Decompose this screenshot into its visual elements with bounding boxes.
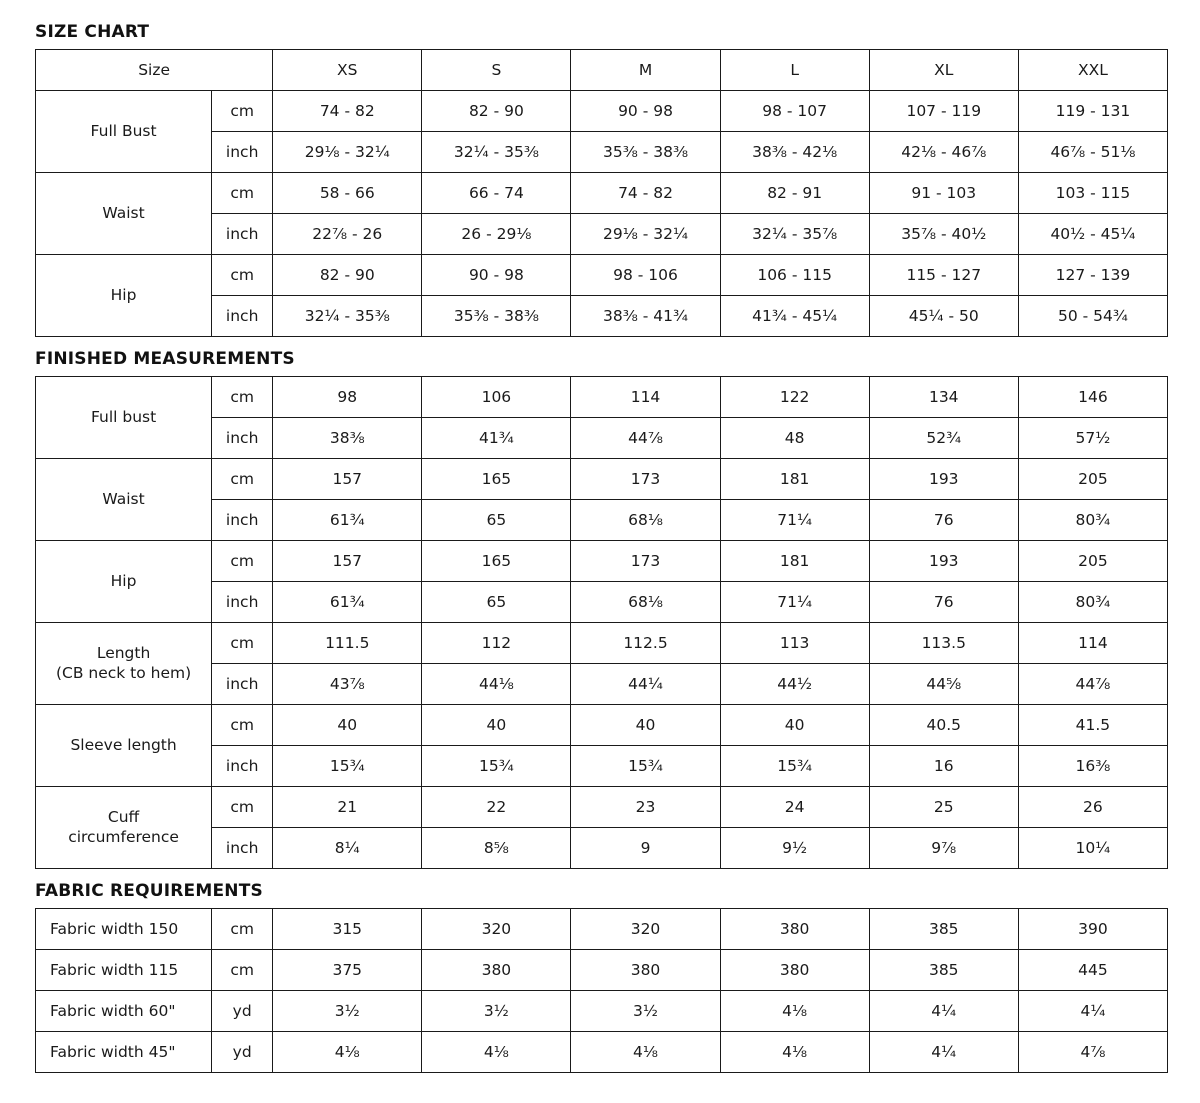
unit-inch: inch — [212, 582, 273, 623]
cell-value: 25 — [869, 787, 1018, 828]
header-xs: XS — [273, 50, 422, 91]
cell-value: 4⅛ — [720, 1032, 869, 1073]
cell-value: 15¾ — [720, 746, 869, 787]
cell-value: 32¼ - 35⅜ — [422, 132, 571, 173]
cell-value: 41¾ - 45¼ — [720, 296, 869, 337]
cell-value: 68⅛ — [571, 582, 720, 623]
cell-value: 90 - 98 — [571, 91, 720, 132]
cell-value: 40½ - 45¼ — [1018, 214, 1167, 255]
unit-cm: cm — [212, 950, 273, 991]
unit-inch: inch — [212, 296, 273, 337]
cell-value: 52¾ — [869, 418, 1018, 459]
cell-value: 4⅞ — [1018, 1032, 1167, 1073]
cell-value: 42⅛ - 46⅞ — [869, 132, 1018, 173]
unit-inch: inch — [212, 500, 273, 541]
cell-value: 61¾ — [273, 582, 422, 623]
cell-value: 91 - 103 — [869, 173, 1018, 214]
table-row — [36, 91, 1168, 132]
cell-value: 8⅝ — [422, 828, 571, 869]
row-label-length — [36, 623, 212, 705]
unit-cm: cm — [212, 623, 273, 664]
row-label-waist: Waist — [36, 173, 212, 255]
cell-value: 43⅞ — [273, 664, 422, 705]
cell-value: 173 — [571, 541, 720, 582]
cell-value: 375 — [273, 950, 422, 991]
cell-value: 41.5 — [1018, 705, 1167, 746]
unit-cm: cm — [212, 787, 273, 828]
unit-inch: inch — [212, 418, 273, 459]
cell-value: 90 - 98 — [422, 255, 571, 296]
cell-value: 58 - 66 — [273, 173, 422, 214]
table-row — [36, 377, 1168, 418]
cell-value: 3½ — [571, 991, 720, 1032]
unit-cm: cm — [212, 459, 273, 500]
cell-value: 181 — [720, 541, 869, 582]
cell-value: 98 - 107 — [720, 91, 869, 132]
table-row — [36, 459, 1168, 500]
cell-value: 65 — [422, 500, 571, 541]
cell-value: 15¾ — [571, 746, 720, 787]
cell-value: 44¼ — [571, 664, 720, 705]
cell-value: 50 - 54¾ — [1018, 296, 1167, 337]
cell-value: 106 — [422, 377, 571, 418]
cell-value: 74 - 82 — [571, 173, 720, 214]
unit-inch: inch — [212, 214, 273, 255]
cell-value: 38⅜ - 42⅛ — [720, 132, 869, 173]
cell-value: 16⅜ — [1018, 746, 1167, 787]
unit-cm: cm — [212, 255, 273, 296]
header-size: Size — [36, 50, 273, 91]
table-row — [36, 787, 1168, 828]
cell-value: 106 - 115 — [720, 255, 869, 296]
cell-value: 127 - 139 — [1018, 255, 1167, 296]
cell-value: 41¾ — [422, 418, 571, 459]
cell-value: 21 — [273, 787, 422, 828]
cell-value: 390 — [1018, 909, 1167, 950]
section-title-finished-measurements: FINISHED MEASUREMENTS — [35, 349, 295, 369]
cell-value: 146 — [1018, 377, 1167, 418]
row-label-fabric-width-60in: Fabric width 60" — [36, 991, 212, 1032]
cell-value: 35⅜ - 38⅜ — [571, 132, 720, 173]
row-label-hip: Hip — [36, 255, 212, 337]
cell-value: 44⅞ — [1018, 664, 1167, 705]
cell-value: 10¼ — [1018, 828, 1167, 869]
cell-value: 40 — [720, 705, 869, 746]
unit-yd: yd — [212, 1032, 273, 1073]
table-row — [36, 991, 1168, 1032]
cell-value: 16 — [869, 746, 1018, 787]
cell-value: 380 — [422, 950, 571, 991]
cell-value: 107 - 119 — [869, 91, 1018, 132]
row-label-fabric-width-115: Fabric width 115 — [36, 950, 212, 991]
cell-value: 15¾ — [422, 746, 571, 787]
unit-cm: cm — [212, 173, 273, 214]
table-row — [36, 255, 1168, 296]
cell-value: 4¼ — [869, 1032, 1018, 1073]
unit-inch: inch — [212, 132, 273, 173]
cell-value: 71¼ — [720, 582, 869, 623]
row-label-cuff-circumference — [36, 787, 212, 869]
section-title-fabric-requirements: FABRIC REQUIREMENTS — [35, 881, 263, 901]
cell-value: 57½ — [1018, 418, 1167, 459]
cell-value: 385 — [869, 909, 1018, 950]
header-m: M — [571, 50, 720, 91]
row-label-full-bust: Full Bust — [36, 91, 212, 173]
cell-value: 320 — [571, 909, 720, 950]
cell-value: 40 — [571, 705, 720, 746]
unit-cm: cm — [212, 909, 273, 950]
cell-value: 114 — [571, 377, 720, 418]
cell-value: 98 — [273, 377, 422, 418]
cell-value: 385 — [869, 950, 1018, 991]
cell-value: 4⅛ — [720, 991, 869, 1032]
table-row — [36, 1032, 1168, 1073]
cell-value: 157 — [273, 459, 422, 500]
cell-value: 122 — [720, 377, 869, 418]
cell-value: 45¼ - 50 — [869, 296, 1018, 337]
cell-value: 3½ — [422, 991, 571, 1032]
row-label-hip: Hip — [36, 541, 212, 623]
cell-value: 74 - 82 — [273, 91, 422, 132]
unit-cm: cm — [212, 541, 273, 582]
cell-value: 193 — [869, 541, 1018, 582]
header-l: L — [720, 50, 869, 91]
cell-value: 15¾ — [273, 746, 422, 787]
cell-value: 82 - 90 — [273, 255, 422, 296]
row-label-fabric-width-150: Fabric width 150 — [36, 909, 212, 950]
fabric-requirements-table — [35, 908, 1168, 1073]
cell-value: 119 - 131 — [1018, 91, 1167, 132]
cell-value: 48 — [720, 418, 869, 459]
cell-value: 44⅞ — [571, 418, 720, 459]
row-label-cuff-line2: circumference — [68, 827, 179, 846]
cell-value: 165 — [422, 541, 571, 582]
row-label-length-line1: Length — [96, 644, 151, 663]
row-label-waist: Waist — [36, 459, 212, 541]
cell-value: 4⅛ — [273, 1032, 422, 1073]
table-header-row — [36, 50, 1168, 91]
table-row — [36, 950, 1168, 991]
unit-inch: inch — [212, 664, 273, 705]
row-label-full-bust: Full bust — [36, 377, 212, 459]
cell-value: 9½ — [720, 828, 869, 869]
header-xxl: XXL — [1018, 50, 1167, 91]
cell-value: 8¼ — [273, 828, 422, 869]
cell-value: 445 — [1018, 950, 1167, 991]
cell-value: 157 — [273, 541, 422, 582]
cell-value: 82 - 90 — [422, 91, 571, 132]
cell-value: 112 — [422, 623, 571, 664]
table-row — [36, 623, 1168, 664]
unit-cm: cm — [212, 377, 273, 418]
cell-value: 380 — [720, 909, 869, 950]
cell-value: 205 — [1018, 459, 1167, 500]
cell-value: 315 — [273, 909, 422, 950]
cell-value: 38⅜ — [273, 418, 422, 459]
cell-value: 134 — [869, 377, 1018, 418]
cell-value: 76 — [869, 582, 1018, 623]
cell-value: 46⅞ - 51⅛ — [1018, 132, 1167, 173]
cell-value: 44½ — [720, 664, 869, 705]
cell-value: 4⅛ — [422, 1032, 571, 1073]
header-xl: XL — [869, 50, 1018, 91]
cell-value: 32¼ - 35⅞ — [720, 214, 869, 255]
cell-value: 111.5 — [273, 623, 422, 664]
cell-value: 44⅛ — [422, 664, 571, 705]
row-label-cuff-line1: Cuff — [107, 808, 140, 827]
cell-value: 4¼ — [1018, 991, 1167, 1032]
row-label-fabric-width-45in: Fabric width 45" — [36, 1032, 212, 1073]
unit-inch: inch — [212, 746, 273, 787]
cell-value: 65 — [422, 582, 571, 623]
cell-value: 35⅜ - 38⅜ — [422, 296, 571, 337]
cell-value: 165 — [422, 459, 571, 500]
unit-inch: inch — [212, 828, 273, 869]
cell-value: 4⅛ — [571, 1032, 720, 1073]
table-row — [36, 909, 1168, 950]
unit-yd: yd — [212, 991, 273, 1032]
table-row — [36, 541, 1168, 582]
cell-value: 44⅝ — [869, 664, 1018, 705]
cell-value: 29⅛ - 32¼ — [273, 132, 422, 173]
cell-value: 98 - 106 — [571, 255, 720, 296]
cell-value: 115 - 127 — [869, 255, 1018, 296]
cell-value: 380 — [720, 950, 869, 991]
cell-value: 22⅞ - 26 — [273, 214, 422, 255]
finished-measurements-table — [35, 376, 1168, 869]
cell-value: 113 — [720, 623, 869, 664]
unit-cm: cm — [212, 705, 273, 746]
cell-value: 32¼ - 35⅜ — [273, 296, 422, 337]
cell-value: 320 — [422, 909, 571, 950]
row-label-sleeve-length: Sleeve length — [36, 705, 212, 787]
table-row — [36, 705, 1168, 746]
cell-value: 173 — [571, 459, 720, 500]
cell-value: 61¾ — [273, 500, 422, 541]
row-label-length-line2: (CB neck to hem) — [55, 663, 192, 682]
cell-value: 68⅛ — [571, 500, 720, 541]
cell-value: 80¾ — [1018, 582, 1167, 623]
cell-value: 3½ — [273, 991, 422, 1032]
cell-value: 40.5 — [869, 705, 1018, 746]
cell-value: 80¾ — [1018, 500, 1167, 541]
cell-value: 26 - 29⅛ — [422, 214, 571, 255]
cell-value: 71¼ — [720, 500, 869, 541]
cell-value: 9⅞ — [869, 828, 1018, 869]
cell-value: 76 — [869, 500, 1018, 541]
size-chart-table — [35, 49, 1168, 337]
cell-value: 22 — [422, 787, 571, 828]
cell-value: 40 — [273, 705, 422, 746]
cell-value: 38⅜ - 41¾ — [571, 296, 720, 337]
table-row — [36, 173, 1168, 214]
cell-value: 66 - 74 — [422, 173, 571, 214]
cell-value: 114 — [1018, 623, 1167, 664]
unit-cm: cm — [212, 91, 273, 132]
cell-value: 29⅛ - 32¼ — [571, 214, 720, 255]
cell-value: 4¼ — [869, 991, 1018, 1032]
cell-value: 205 — [1018, 541, 1167, 582]
cell-value: 193 — [869, 459, 1018, 500]
cell-value: 9 — [571, 828, 720, 869]
cell-value: 112.5 — [571, 623, 720, 664]
cell-value: 113.5 — [869, 623, 1018, 664]
section-title-size-chart: SIZE CHART — [35, 22, 150, 42]
header-s: S — [422, 50, 571, 91]
cell-value: 181 — [720, 459, 869, 500]
cell-value: 35⅞ - 40½ — [869, 214, 1018, 255]
cell-value: 380 — [571, 950, 720, 991]
cell-value: 24 — [720, 787, 869, 828]
cell-value: 40 — [422, 705, 571, 746]
cell-value: 103 - 115 — [1018, 173, 1167, 214]
cell-value: 26 — [1018, 787, 1167, 828]
cell-value: 82 - 91 — [720, 173, 869, 214]
cell-value: 23 — [571, 787, 720, 828]
